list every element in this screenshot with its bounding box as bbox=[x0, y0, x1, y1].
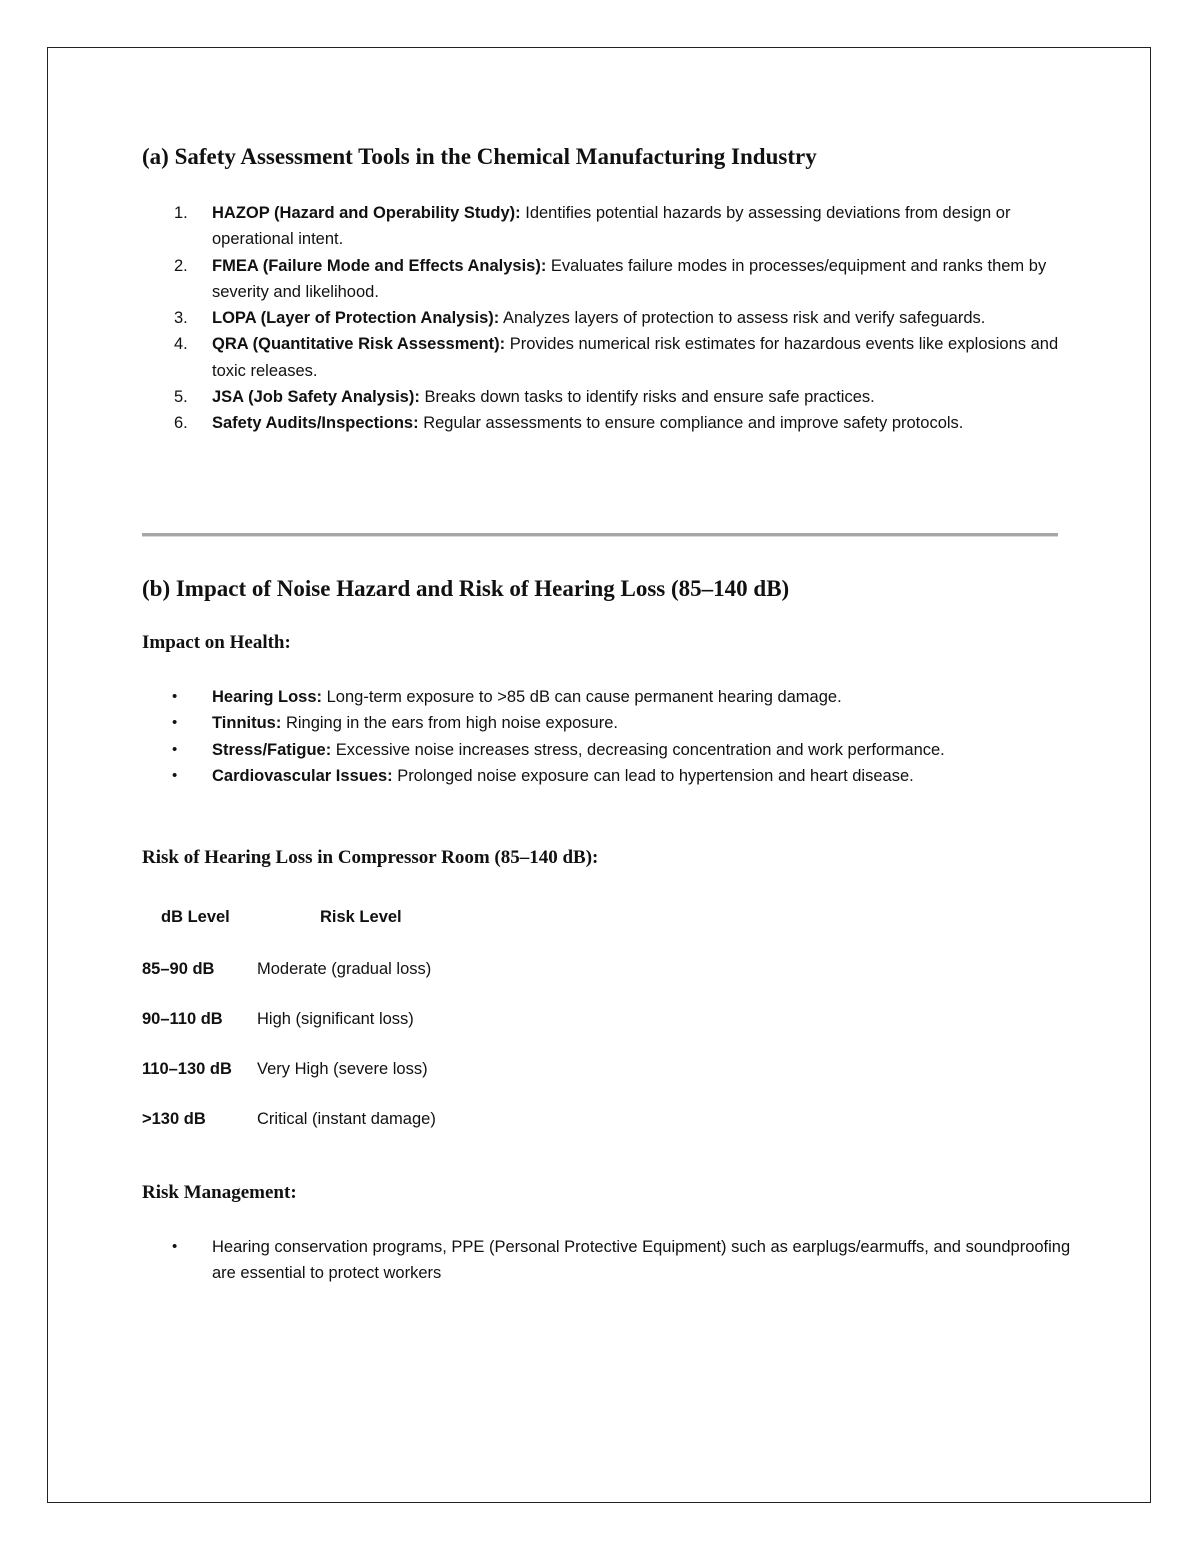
list-item bbox=[142, 684, 1082, 710]
section-a-heading: (a) Safety Assessment Tools in the Chemical Manufacturing Industry bbox=[142, 144, 817, 169]
risk-level-cell: Critical (instant damage) bbox=[257, 1109, 436, 1128]
table-row bbox=[142, 1044, 436, 1094]
heading-colon: : bbox=[284, 632, 291, 653]
tool-description: Analyzes layers of protection to assess risk and verify safeguards. bbox=[502, 309, 986, 328]
tool-name: JSA (Job Safety Analysis): bbox=[212, 388, 420, 407]
bullet-icon: • bbox=[172, 714, 178, 732]
risk-level-cell: Moderate (gradual loss) bbox=[257, 959, 432, 978]
list-item bbox=[142, 410, 1082, 436]
health-impact-list bbox=[142, 684, 1082, 789]
risk-heading-range: (85–140 dB): bbox=[494, 847, 599, 868]
impact-name: Hearing Loss: bbox=[212, 688, 323, 706]
list-number: 6. bbox=[174, 414, 188, 433]
list-number: 4. bbox=[174, 335, 188, 354]
risk-heading bbox=[142, 846, 598, 870]
tool-name: Safety Audits/Inspections: bbox=[212, 414, 419, 433]
impact-description: Ringing in the ears from high noise exposure. bbox=[285, 714, 618, 733]
list-number: 1. bbox=[174, 204, 188, 222]
bullet-icon: • bbox=[172, 740, 178, 758]
impact-on-health-title: Impact on Health bbox=[142, 632, 285, 653]
list-item bbox=[142, 253, 1082, 306]
risk-management-title: Risk Management bbox=[142, 1182, 291, 1203]
column-header-db-level: dB Level bbox=[161, 907, 230, 926]
list-item bbox=[142, 710, 1082, 736]
tool-description: Regular assessments to ensure compliance and improve safety protocols. bbox=[423, 414, 964, 433]
risk-level-cell: Very High (severe loss) bbox=[257, 1059, 428, 1078]
impact-name: Cardiovascular Issues: bbox=[212, 766, 393, 785]
tool-description: Evaluates failure modes in processes/equipment and ranks them by severity and likelihood. bbox=[212, 256, 1047, 301]
db-level-cell: 90–110 dB bbox=[142, 1009, 223, 1028]
management-text: Hearing conservation programs, PPE (Personal Protective Equipment) such as earplugs/earmuffs, and soundproofing are essential to protect workers bbox=[212, 1238, 1071, 1283]
bullet-icon: • bbox=[172, 766, 178, 784]
list-item bbox=[142, 384, 1082, 410]
tool-description: Provides numerical risk estimates for hazardous events like explosions and toxic releases. bbox=[212, 335, 1059, 380]
table-row bbox=[142, 1094, 436, 1144]
impact-description: Long-term exposure to >85 dB can cause permanent hearing damage. bbox=[326, 688, 842, 706]
risk-management-list bbox=[142, 1234, 1082, 1287]
risk-management-heading bbox=[142, 1181, 297, 1205]
impact-description: Prolonged noise exposure can lead to hypertension and heart disease. bbox=[397, 766, 914, 785]
bullet-icon: • bbox=[172, 688, 178, 705]
safety-tools-list bbox=[142, 200, 1082, 437]
risk-level-table bbox=[142, 902, 436, 1144]
tool-name: LOPA (Layer of Protection Analysis): bbox=[212, 309, 500, 328]
risk-level-cell: High (significant loss) bbox=[257, 1009, 414, 1028]
tool-name: QRA (Quantitative Risk Assessment): bbox=[212, 335, 506, 354]
db-level-cell: 85–90 dB bbox=[142, 959, 215, 978]
table-header-row bbox=[142, 902, 436, 932]
db-level-cell: 110–130 dB bbox=[142, 1059, 232, 1078]
db-level-cell: >130 dB bbox=[142, 1109, 206, 1128]
table-row bbox=[142, 994, 436, 1044]
tool-name: FMEA (Failure Mode and Effects Analysis): bbox=[212, 256, 547, 275]
section-b-heading: (b) Impact of Noise Hazard and Risk of Hearing Loss (85–140 dB) bbox=[142, 576, 790, 601]
impact-on-health-heading bbox=[142, 631, 291, 655]
list-number: 3. bbox=[174, 309, 188, 328]
impact-description: Excessive noise increases stress, decreasing concentration and work performance. bbox=[335, 740, 945, 759]
list-item bbox=[142, 737, 1082, 763]
tool-name: HAZOP (Hazard and Operability Study): bbox=[212, 204, 521, 222]
tool-description: Identifies potential hazards by assessing deviations from design or operational intent. bbox=[212, 204, 1011, 249]
heading-colon: : bbox=[290, 1182, 297, 1203]
column-header-risk-level: Risk Level bbox=[320, 907, 402, 926]
list-number: 5. bbox=[174, 388, 188, 407]
list-item bbox=[142, 763, 1082, 789]
impact-name: Tinnitus: bbox=[212, 714, 282, 733]
list-item bbox=[142, 331, 1082, 384]
tool-description: Breaks down tasks to identify risks and ensure safe practices. bbox=[424, 388, 875, 407]
table-row bbox=[142, 944, 436, 994]
list-number: 2. bbox=[174, 256, 188, 275]
list-item bbox=[142, 200, 1082, 253]
list-item bbox=[142, 305, 1082, 331]
bullet-icon: • bbox=[172, 1238, 178, 1255]
horizontal-divider bbox=[142, 533, 1058, 537]
risk-heading-title: Risk of Hearing Loss in Compressor Room bbox=[142, 847, 490, 868]
list-item bbox=[142, 1234, 1082, 1287]
impact-name: Stress/Fatigue: bbox=[212, 740, 332, 759]
